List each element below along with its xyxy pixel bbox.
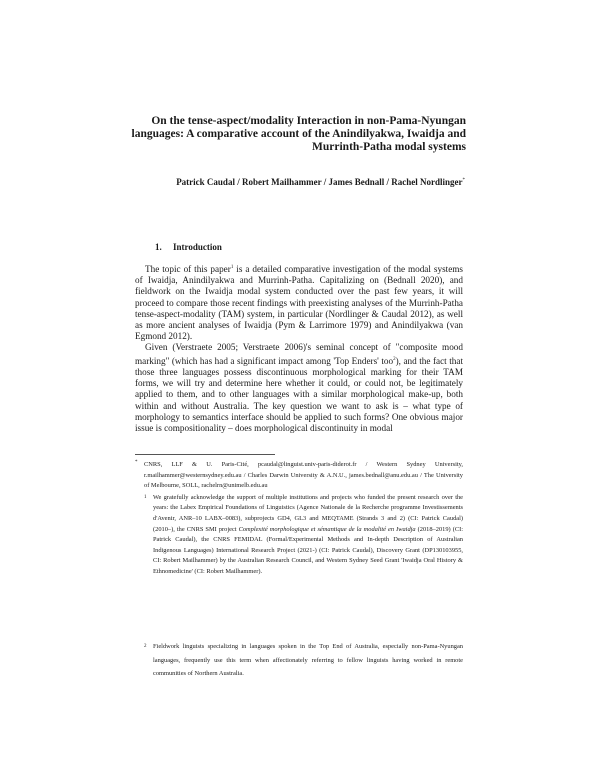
footnote-text: Fieldwork linguists specializing in languages spoken in the Top End of Australia, especially non-Pama-Nyungan languages, frequently use this term when affectionately referring to fellow linguists having worked in remote communities of Northern Australia. (153, 643, 463, 677)
paragraph-text: ), and the fact that those three languages possess discontinuous morphological marking for their TAM forms, we will try and determine here whether it could, or could not, be legitimately applied to them, and to other languages with a similar morphological make-up, both within and without Australia. The key question we want to ask is – what type of morphology to semantics interface should be applied to such forms? One obvious major issue is compositionality – does morphological discontinuity in modal (135, 355, 464, 433)
footnote-separator (135, 454, 275, 455)
section-title: Introduction (173, 242, 222, 252)
footnote-mark: 1 (144, 494, 147, 500)
paragraph-text: The topic of this paper (145, 264, 231, 275)
footnote-text: We gratefully acknowledge the support of multiple institutions and projects who funded the present research over the years: the Labex Empirical Foundations of Linguistics (Agence Nationale de la Recherche programme Investissements d'Avenir, ANR–10 LABX–0083), subprojects GD4, GL3 and MEQTAME (Strands 3 and 2) (CI: Patrick Caudal) (2010–), the CNRS SMI project (153, 493, 463, 533)
footnote-ref-1[interactable]: 1 (230, 265, 234, 270)
paragraph-1 (135, 262, 463, 342)
paper-title: On the tense-aspect/modality Interaction in non-Pama-Nyungan languages: A comparative account of the Anindilyakwa, Iwaidja and Murrinth-Patha modal systems (131, 115, 466, 153)
footnote-text: (2018–2019) (CI: Patrick Caudal), the CNRS FEMIDAL (Formal/Experimental Methods and In-depth Description of Australian Indigenous Languages) International Research Project (2021-) (CI: Patrick Caudal), Discovery Grant (DP130103955, CI: Robert Mailhammer) by the Australian Research Council, and Western Sydney Seed Grant 'Iwaidja Oral History & Ethnomedicine' (CI: Robert Mailhammer). (153, 525, 463, 575)
footnote-project-title: Complexité morphologique et sémantique de la modalité en Iwaidja (238, 525, 416, 533)
footnote-2 (135, 640, 463, 681)
author-names: Patrick Caudal / Robert Mailhammer / James Bednall / Rachel Nordlinger (176, 177, 463, 187)
author-footnote-mark: * (462, 178, 465, 183)
footnote-ref-2[interactable]: 2 (393, 356, 396, 362)
footnote-1 (135, 493, 463, 578)
body-text (135, 262, 463, 434)
footnotes (135, 460, 463, 579)
paragraph-2 (135, 342, 463, 434)
footnotes-2 (135, 640, 463, 682)
footnote-mark: 2 (144, 644, 147, 649)
footnote-affiliations (135, 460, 463, 492)
author-list (150, 175, 465, 188)
footnote-mark: * (135, 460, 138, 465)
paragraph-text: is a detailed comparative investigation of the modal systems of Iwaidja, Anindilyakwa and Murrinh-Patha. Capitalizing on (Bednall 2020), and fieldwork on the Iwaidja modal system conducted over the past few years, it will proceed to compare those recent findings with preexisting analyses of the Murrinh-Patha tense-aspect-modality (TAM) system, in particular (Nordlinger & Caudal 2012), as well as more ancient analyses of Iwaidja (Pym & Larrimore 1979) and Anindilyakwa (van Egmond 2012). (135, 264, 463, 342)
footnote-text: CNRS, LLF & U. Paris-Cité, pcaudal@linguist.univ-paris-diderot.fr / Western Sydney University, r.mailhammer@westernsydney.edu.au / Charles Darwin University & A.N.U., james.bednall@anu.edu.au / The University of Melbourne, SOLL, rachelrn@unimelb.edu.au (144, 461, 463, 490)
section-number: 1. (155, 242, 162, 252)
section-heading (155, 242, 222, 252)
paragraph-text: Given (Verstraete 2005; Verstraete 2006)'s seminal concept of "composite mood marking" (which has had a significant impact among 'Top Enders' too (135, 342, 463, 366)
